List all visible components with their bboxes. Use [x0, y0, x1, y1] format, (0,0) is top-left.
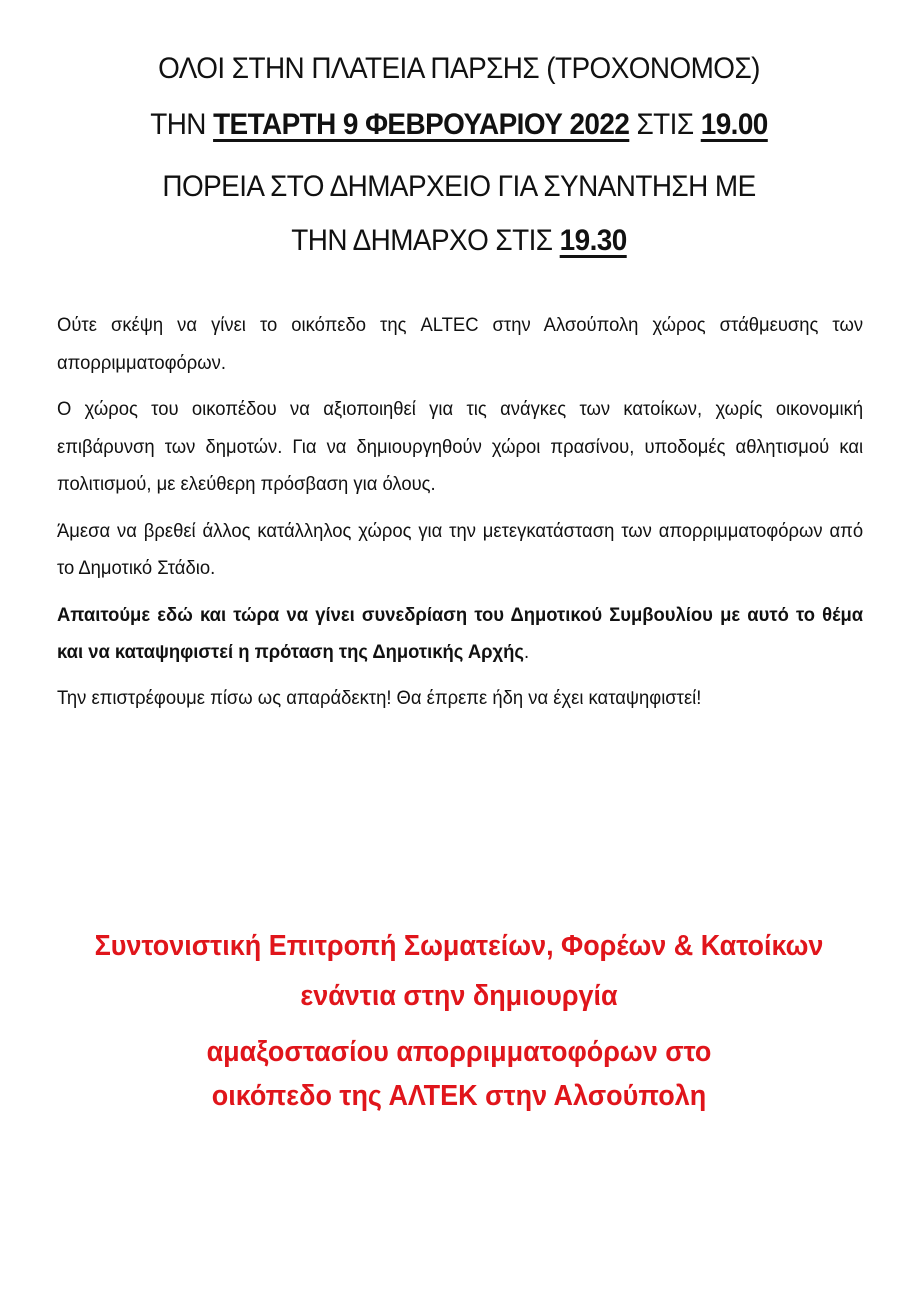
rally-location-heading — [69, 54, 848, 84]
mayor-meeting-time: 19.30 — [559, 224, 627, 257]
date-middle: ΣΤΙΣ — [629, 108, 701, 141]
rally-date: ΤΕΤΑΡΤΗ 9 ΦΕΒΡΟΥΑΡΙΟΥ 2022 — [213, 108, 630, 141]
date-prefix: ΤΗΝ — [150, 108, 214, 141]
mayor-meeting-heading — [69, 226, 848, 256]
committee-purpose-line2: οικόπεδο της ΑΛΤΕΚ στην Αλσούπολη — [211, 1080, 707, 1112]
paragraph-demand — [57, 597, 863, 672]
paragraph-relocation: Άμεσα να βρεθεί άλλος κατάλληλος χώρος για την μετεγκατάσταση των απορριμματοφόρων από το Δημοτικό Στάδιο. — [57, 520, 864, 579]
mayor-meeting-prefix: ΤΗΝ ΔΗΜΑΡΧΟ ΣΤΙΣ — [291, 224, 560, 257]
paragraph-no-parking: Ούτε σκέψη να γίνει το οικόπεδο της ALTEC στην Αλσούπολη χώρος στάθμευσης των απορριμματοφόρων. — [57, 315, 864, 374]
rally-location-text: ΟΛΟΙ ΣΤΗΝ ΠΛΑΤΕΙΑ ΠΑΡΣΗΣ (ΤΡΟΧΟΝΟΜΟΣ) — [158, 52, 760, 85]
rally-date-heading — [69, 110, 848, 140]
committee-purpose-line1: αμαξοστασίου απορριμματοφόρων στο — [206, 1036, 712, 1068]
flyer-signature — [40, 924, 878, 1118]
committee-name — [69, 924, 848, 968]
flyer-body — [57, 307, 863, 726]
paragraph-land-use: Ο χώρος του οικοπέδου να αξιοποιηθεί για τις ανάγκες των κατοίκων, χωρίς οικονομική επιβάρυνση των δημοτών. Για να δημιουργηθούν χώροι πρασίνου, υποδομές αθλητισμού και πολιτισμού, με ελεύθερη πρόσβαση για όλους. — [57, 399, 864, 495]
demand-period: . — [524, 642, 530, 663]
committee-name-text: Συντονιστική Επιτροπή Σωματείων, Φορέων & Κατοίκων — [94, 930, 824, 962]
paragraph-closing: Την επιστρέφουμε πίσω ως απαράδεκτη! Θα έπρεπε ήδη να έχει καταψηφιστεί! — [57, 687, 702, 709]
march-heading — [69, 172, 848, 202]
march-text: ΠΟΡΕΙΑ ΣΤΟ ΔΗΜΑΡΧΕΙΟ ΓΙΑ ΣΥΝΑΝΤΗΣΗ ΜΕ — [162, 170, 756, 203]
rally-time: 19.00 — [700, 108, 768, 141]
committee-subtitle: ενάντια στην δημιουργία — [300, 980, 618, 1012]
flyer-header — [40, 54, 878, 256]
demand-text: Απαιτούμε εδώ και τώρα να γίνει συνεδρίαση του Δημοτικού Συμβουλίου με αυτό το θέμα και να καταψηφιστεί η πρόταση της Δημοτικής Αρχής — [57, 604, 864, 663]
